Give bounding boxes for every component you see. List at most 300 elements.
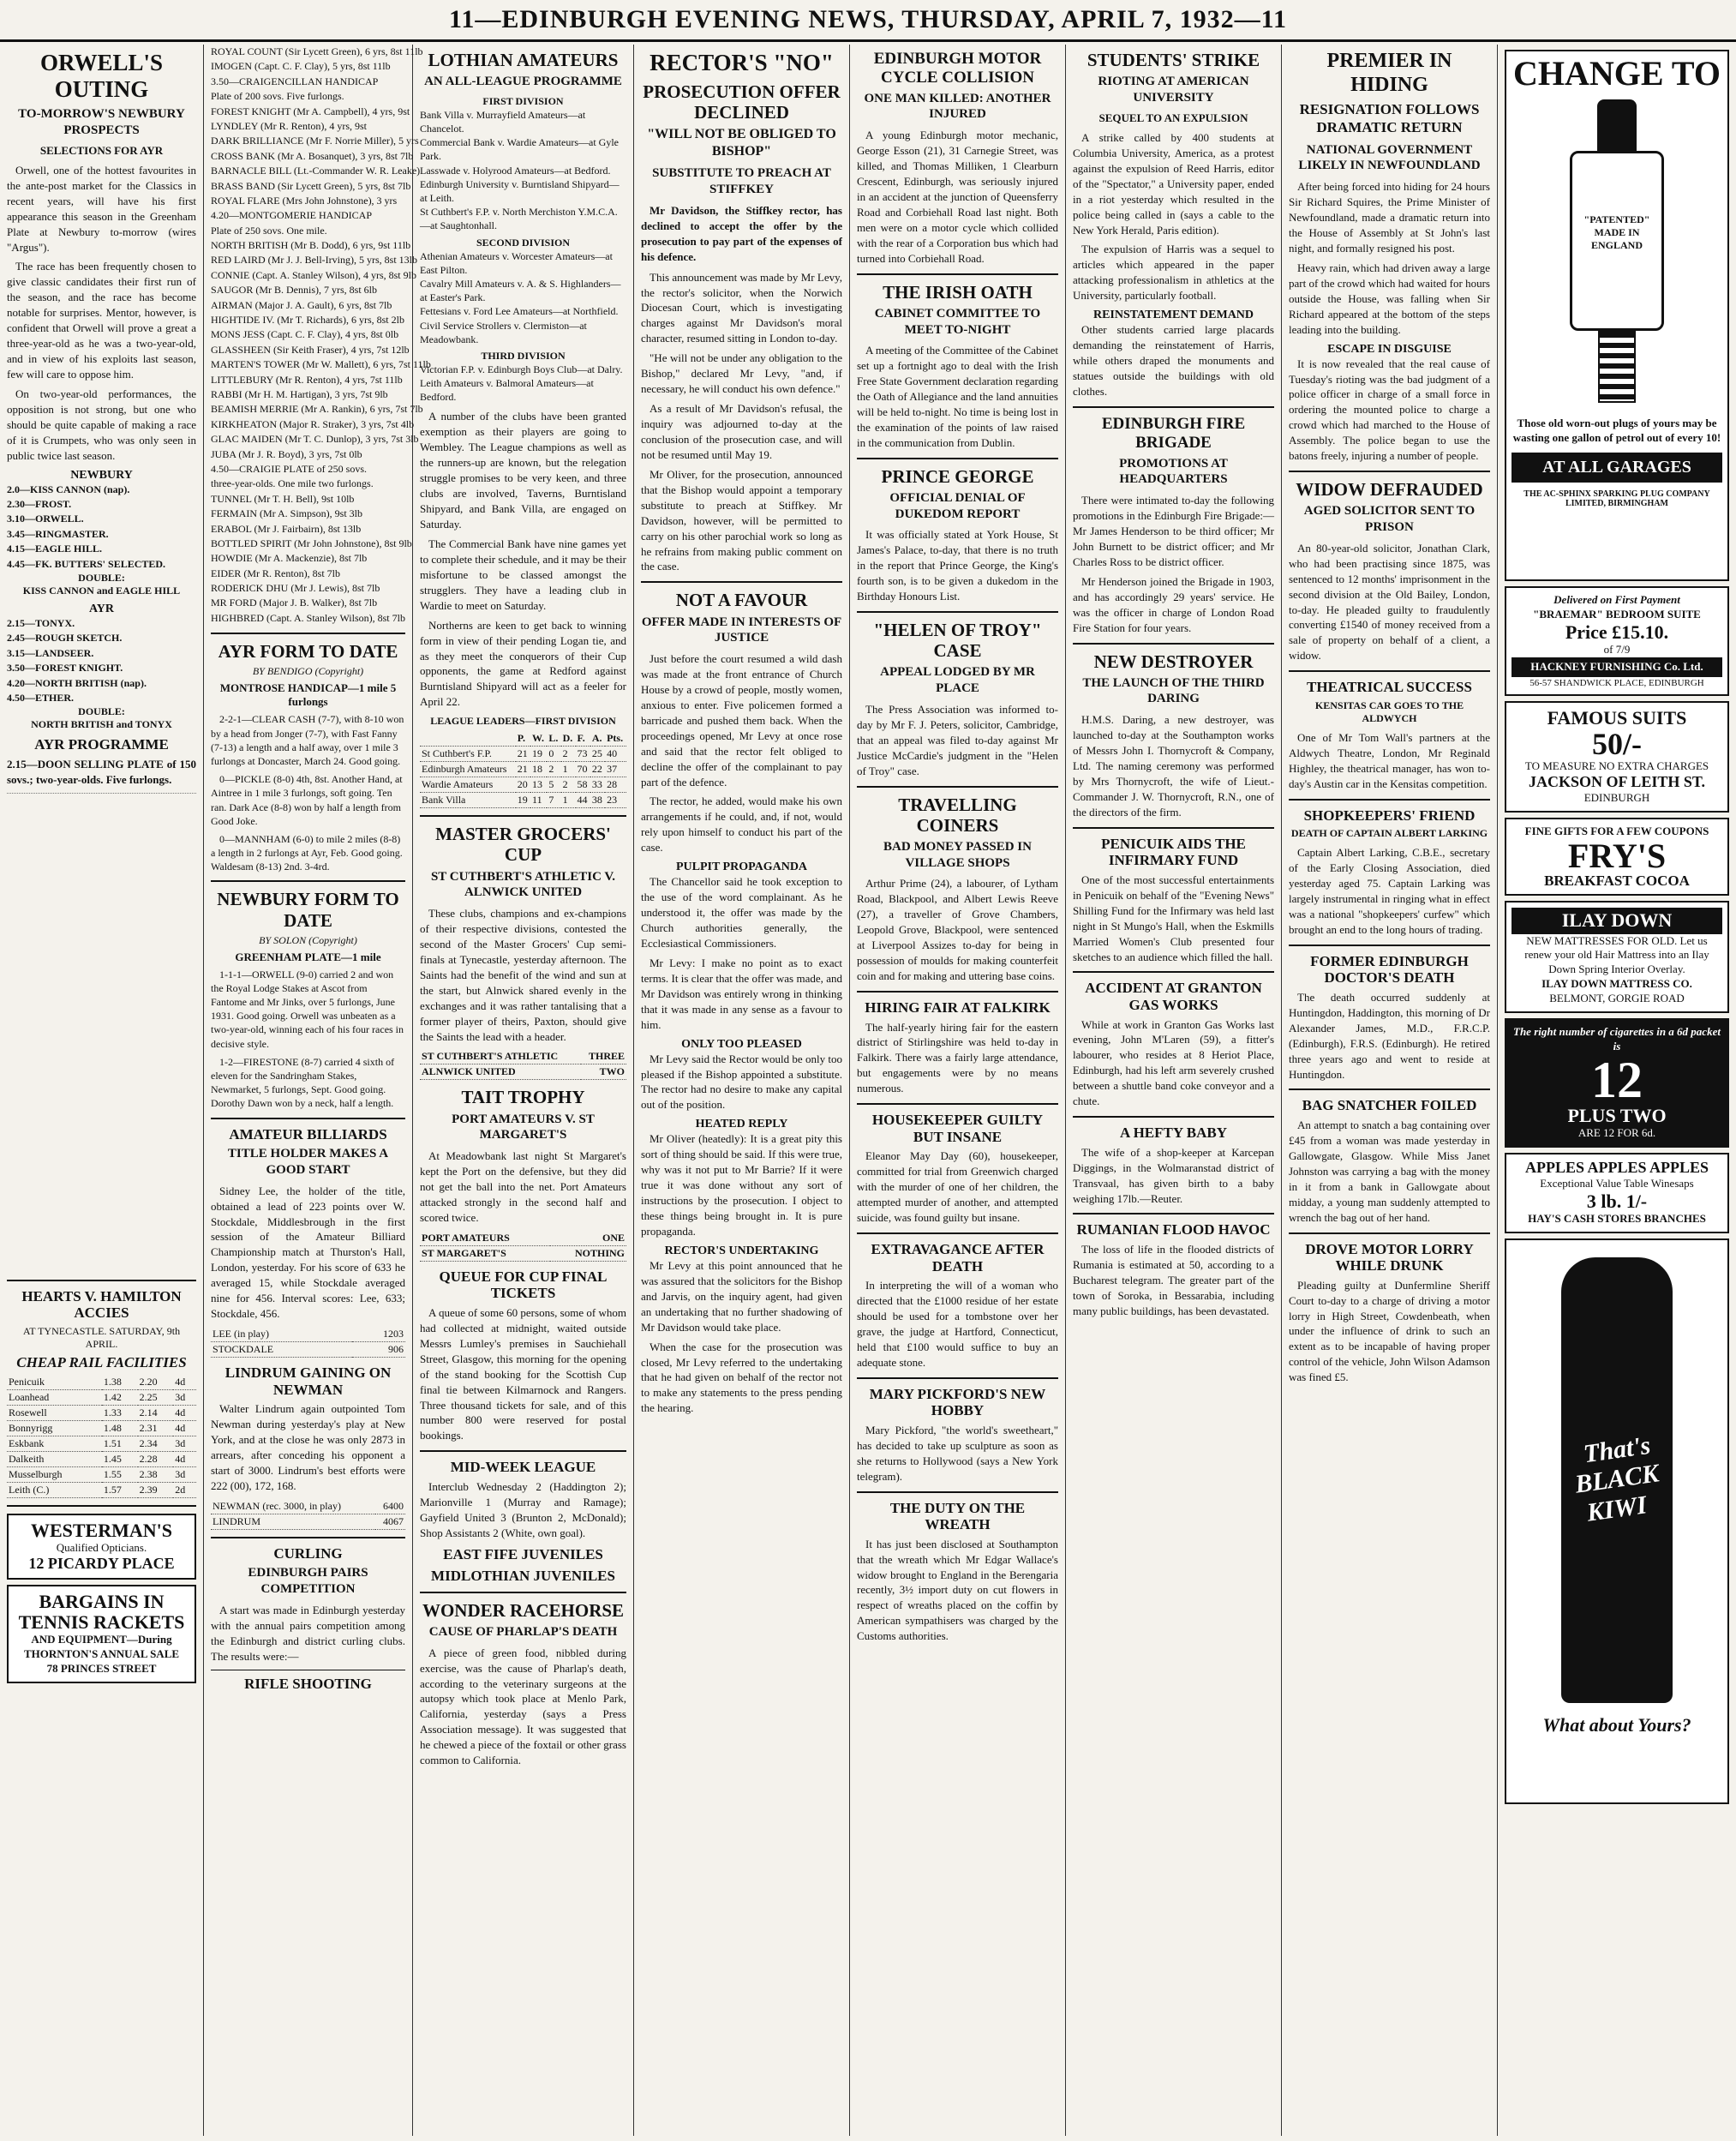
- paragraph: Mary Pickford, "the world's sweetheart," has decided to take up sculpture as soon as she returns to Hollywood (says a New York telegram).: [857, 1423, 1058, 1483]
- midweek-text: [420, 1479, 626, 1541]
- widow-text: [1289, 541, 1490, 664]
- team: ST CUTHBERT'S ATHLETIC: [420, 1049, 581, 1065]
- table-cell: 13: [530, 777, 547, 793]
- paragraph: When the case for the prosecution was closed, Mr Levy referred to the undertaking that he had given on behalf of the rector not to make any statements to the press pending the hearing.: [641, 1340, 842, 1415]
- cigarette-ad: [1505, 1018, 1729, 1148]
- table-cell: Loanhead: [7, 1389, 102, 1405]
- race-card: [211, 45, 431, 626]
- columns: [0, 45, 1736, 2136]
- lindrum-scores: [211, 1499, 405, 1530]
- rail-heading: CHEAP RAIL FACILITIES: [16, 1353, 187, 1370]
- column-header: L.: [547, 731, 560, 747]
- score-row: [211, 1499, 405, 1514]
- paragraph: The death occurred suddenly at Huntingdon, Haddington, this morning of Dr Alexander James, M.D., F.R.C.P. (Edinburgh), F.R.S. (Edinburgh). He retired three years ago and went to reside at Huntingdon.: [1289, 990, 1490, 1081]
- selection: 2.45—ROUGH SKETCH.: [7, 632, 123, 645]
- table-cell: 1.45: [102, 1451, 138, 1466]
- tennis-ad: [7, 1585, 196, 1683]
- table-cell: 7: [547, 793, 560, 808]
- selection: 4.45—FK. BUTTERS' SELECTED.: [7, 557, 166, 570]
- apples-stores: HAY'S CASH STORES BRANCHES: [1528, 1211, 1706, 1225]
- frys-ad: [1505, 818, 1729, 897]
- ayr-heading: AYR: [88, 603, 115, 615]
- table-cell: 1: [561, 762, 576, 777]
- table-cell: Bonnyrigg: [7, 1420, 102, 1436]
- favour-heading: NOT A FAVOUR: [675, 590, 808, 611]
- table-row: [7, 1451, 196, 1466]
- table-cell: 73: [576, 747, 590, 762]
- theatre-deck: KENSITAS CAR GOES TO THE ALDWYCH: [1314, 699, 1464, 724]
- strike-text: [1073, 130, 1274, 303]
- kiwi-bottle-icon: [1561, 1257, 1673, 1703]
- collision-text: [857, 128, 1058, 266]
- selection: 3.15—LANDSEER.: [7, 646, 94, 659]
- westerman-title: WESTERMAN'S: [30, 1519, 173, 1541]
- fixture: Athenian Amateurs v. Worcester Amateurs—at East Pilton.: [420, 249, 613, 276]
- player: NEWMAN (rec. 3000, in play): [211, 1499, 375, 1514]
- race-card-line: GLASSHEEN (Sir Keith Fraser), 4 yrs, 7st 12lb: [211, 343, 410, 356]
- plug-label: "PATENTED" MADE IN ENGLAND: [1570, 151, 1664, 331]
- hackney-title: Delivered on First Payment: [1553, 593, 1680, 606]
- ayr-programme-first: 2.15—DOON SELLING PLATE of 150 sovs.; two-year-olds. Five furlongs.: [7, 757, 196, 786]
- race-card-line: CROSS BANK (Mr A. Bosanquet), 3 yrs, 8st 7lb: [211, 149, 414, 162]
- fixture: Bank Villa v. Murrayfield Amateurs—at Chancelot.: [420, 108, 586, 135]
- rector-article: [641, 270, 842, 575]
- race-card-line: BRASS BAND (Sir Lycett Green), 5 yrs, 8st 7lb: [211, 179, 411, 192]
- score: 4067: [375, 1514, 405, 1529]
- paragraph: Arthur Prime (24), a labourer, of Lytham Road, Blackpool, and Albert Lewis Reeve (27), a traveller of Grove Chambers, Leopold Grove, Blackpool, were sentenced at Liverpool Assizes to-day for being in possession of moulds for making counterfeit coin and for making and uttering base coins.: [857, 877, 1058, 983]
- baby-heading: A HEFTY BABY: [1119, 1124, 1227, 1142]
- curling-heading: CURLING: [273, 1544, 343, 1562]
- table-row: [420, 793, 626, 808]
- table-row: [7, 1405, 196, 1420]
- table-row: [420, 777, 626, 793]
- hackney-company: HACKNEY FURNISHING Co. Ltd.: [1512, 657, 1722, 677]
- column-header: Pts.: [605, 731, 626, 747]
- troy-deck: APPEAL LODGED BY MR PLACE: [880, 665, 1035, 696]
- table-cell: 19: [516, 793, 530, 808]
- team: ST MARGARET'S: [420, 1245, 550, 1261]
- table-cell: 3d: [173, 1466, 196, 1482]
- paragraph: The rector, he added, would make his own arrangements if he could, and, if not, would rely upon himself to conduct his part of the case.: [641, 795, 842, 855]
- race-card-line: RODERICK DHU (Mr J. Lewis), 8st 7lb: [211, 582, 380, 595]
- rail-table: [7, 1375, 196, 1498]
- paragraph: Orwell, one of the hottest favourites in the ante-post market for the Classics in recent years, will have his first appearance this season in the Greenham Plate at Newbury to-morrow (wires "Argus").: [7, 163, 196, 254]
- deck-expulsion: SEQUEL TO AN EXPULSION: [1098, 111, 1248, 124]
- table-cell: 58: [576, 777, 590, 793]
- cup-result: [420, 1049, 626, 1080]
- table-cell: Bank Villa: [420, 793, 516, 808]
- deck-substitute: SUBSTITUTE TO PREACH AT STIFFKEY: [652, 166, 831, 197]
- table-cell: 2: [561, 747, 576, 762]
- deck-selections: SELECTIONS FOR AYR: [39, 143, 164, 157]
- paragraph: A piece of green food, nibbled during exercise, was the cause of Pharlap's death, according to the veterinary surgeons at the autopsy which took place at Menlo Park, California, yesterday (says a Press Association message). It was suggested that he chewed a piece of the foxtail or other grass common to California.: [420, 1646, 626, 1767]
- paragraph: Heavy rain, which had driven away a large part of the crowd which had waited for hours outside the House, was falling when Sir Richard appeared at the bottom of the steps leading into the building.: [1289, 261, 1490, 336]
- table-cell: Wardie Amateurs: [420, 777, 516, 793]
- race-card-line: ROYAL FLARE (Mrs John Johnstone), 3 yrs: [211, 194, 398, 207]
- race-card-line: FOREST KNIGHT (Mr A. Campbell), 4 yrs, 9st: [211, 105, 410, 117]
- hiring-text: [857, 1020, 1058, 1097]
- jackson-name: JACKSON OF LEITH ST.: [1528, 773, 1706, 791]
- selection: 2.15—TONYX.: [7, 617, 75, 629]
- eastfife-heading: EAST FIFE JUVENILES: [443, 1545, 603, 1562]
- newbury-form-race: GREENHAM PLATE—1 mile: [235, 950, 381, 963]
- billiards-scores: [211, 1327, 405, 1358]
- fixture: Civil Service Strollers v. Clermiston—at Meadowbank.: [420, 319, 587, 345]
- column-header: P.: [516, 731, 530, 747]
- troy-heading: "HELEN OF TROY" CASE: [873, 620, 1042, 662]
- wreath-text: [857, 1537, 1058, 1645]
- paragraph: Pleading guilty at Dunfermline Sheriff Court to-day to a charge of driving a motor lorry in High Street, Cowdenbeath, when under the influence of drink to such an extent as to be incapable of having proper control of the vehicle, John Wilson Adamson was fined £5.: [1289, 1278, 1490, 1384]
- ilay-address: BELMONT, GORGIE ROAD: [1549, 992, 1685, 1005]
- cup-deck: ST CUTHBERT'S ATHLETIC V. ALNWICK UNITED: [430, 869, 616, 900]
- race-card-line: TUNNEL (Mr T. H. Bell), 9st 10lb: [211, 492, 355, 505]
- score-row: [211, 1342, 405, 1358]
- table-row: [7, 1420, 196, 1436]
- column-8-ads: [1498, 45, 1736, 2136]
- race-card-line: BOTTLED SPIRIT (Mr John Johnstone), 8st 9lb: [211, 537, 412, 549]
- paragraph: Mr Levy at this point announced that he was assured that the solicitors for the Bishop and Jarvis, on the inquiry agent, had given an undertaking that no further shadowing of Mr Davidson would take place.: [641, 1258, 842, 1334]
- westerman-sub: Qualified Opticians.: [56, 1541, 147, 1555]
- paragraph: Interclub Wednesday 2 (Haddington 2); Marionville 1 (Murray and Ramage); Gayfield United 3 (Brunton 2, McDonald); Shop Assistants 2 (White, own goal).: [420, 1479, 626, 1539]
- score-row: [211, 1327, 405, 1342]
- shopkeepers-heading: SHOPKEEPERS' FRIEND: [1303, 807, 1476, 824]
- paragraph: 1-2—FIRESTONE (8-7) carried 4 sixth of eleven for the Sandringham Stakes, Newmarket, 5 furlongs, Sept. Good going. Dorothy Dawn won by a neck, half a length.: [211, 1055, 395, 1110]
- paragraph: Northerns are keen to get back to winning form in view of their pending Logan tie, and as they meet the conquerors of their Cup opponents, the game at Redford against Burntisland Shipyard will act as a feeler for April 22.: [420, 618, 626, 709]
- paragraph: 0—PICKLE (8-0) 4th, 8st. Another Hand, at Aintree in 1 mile 3 furlongs, soft going. Ten ran. Dark Ace (8-8) won by half a length from Good Joke.: [211, 773, 403, 827]
- newbury-selections: [7, 483, 196, 572]
- paragraph: Eleanor May Day (60), housekeeper, committed for trial from Greenwich charged with the murder of one of her children, the attempted murder of another, and attempted suicide, was found guilty but insane.: [857, 1149, 1058, 1225]
- race-card-line: LITTLEBURY (Mr R. Renton), 4 yrs, 7st 11lb: [211, 373, 403, 386]
- extravagance-text: [857, 1278, 1058, 1370]
- race-card-line: AIRMAN (Major J. A. Gault), 6 yrs, 8st 7lb: [211, 298, 392, 311]
- kiwi-ad: [1505, 1238, 1729, 1804]
- table-cell: 4d: [173, 1375, 196, 1390]
- paragraph: As a result of Mr Davidson's refusal, the inquiry was adjourned to-day at the conclusion of the prosecution case, and will not be resumed until May 19.: [641, 402, 842, 461]
- destroyer-deck: THE LAUNCH OF THE THIRD DARING: [1082, 675, 1265, 706]
- double-selection: KISS CANNON and EAGLE HILL: [22, 585, 181, 597]
- lorry-heading: DROVE MOTOR LORRY WHILE DRUNK: [1305, 1240, 1474, 1274]
- table-row: [7, 1466, 196, 1482]
- ayr-form: [211, 712, 405, 873]
- league-table: [420, 731, 626, 808]
- column-7: [1282, 45, 1498, 2136]
- paragraph: Sidney Lee, the holder of the title, obtained a lead of 223 points over W. Stockdale, Middlesbrough in the first session of the Amateur Billiard Championship match at Thurston's Hall, London, yesterday. For his score of 633 he averaged 15, while Stockdale averaged nine for 456. Interval scores: Lee, 633; Stockdale, 456.: [211, 1184, 405, 1321]
- widow-deck: AGED SOLICITOR SENT TO PRISON: [1303, 504, 1476, 535]
- table-cell: 5: [547, 777, 560, 793]
- deck-lothian: AN ALL-LEAGUE PROGRAMME: [424, 75, 622, 89]
- double-heading: DOUBLE:: [78, 572, 125, 584]
- double-heading: DOUBLE:: [78, 705, 125, 718]
- pulpit-text: [641, 874, 842, 1032]
- table-cell: 2d: [173, 1482, 196, 1497]
- table-cell: Penicuik: [7, 1375, 102, 1390]
- paragraph: These clubs, champions and ex-champions of their respective divisions, contested the second of the Master Grocers' Cup semi-finals at Tynecastle, yesterday afternoon. The Saints had the benefit of the wind and sun at the start, but Alnwick shared evenly in the exchanges and it was rather tantalising that a former player of theirs, Paxton, should give the Saints the lead with a header.: [420, 907, 626, 1043]
- table-row: [420, 747, 626, 762]
- score: 906: [352, 1342, 405, 1358]
- extravagance-heading: EXTRAVAGANCE AFTER DEATH: [871, 1240, 1045, 1274]
- flood-text: [1073, 1242, 1274, 1319]
- race-card-line: 3.50—CRAIGENCILLAN HANDICAP: [211, 75, 379, 87]
- table-cell: 3d: [173, 1389, 196, 1405]
- table-cell: 38: [590, 793, 605, 808]
- selection: 4.20—NORTH BRITISH (nap).: [7, 676, 147, 689]
- division-heading: SECOND DIVISION: [476, 236, 571, 249]
- doctor-text: [1289, 990, 1490, 1082]
- reinstatement-heading: REINSTATEMENT DEMAND: [1092, 309, 1254, 322]
- selection: 2.0—KISS CANNON (nap).: [7, 483, 130, 495]
- baby-text: [1073, 1145, 1274, 1207]
- result-row: [420, 1049, 626, 1065]
- westerman-address: 12 PICARDY PLACE: [28, 1554, 175, 1572]
- tennis-address: 78 PRINCES STREET: [46, 1661, 157, 1675]
- race-card-line: 4.20—MONTGOMERIE HANDICAP: [211, 209, 372, 222]
- rector-lead: [641, 203, 842, 265]
- bag-heading: BAG SNATCHER FOILED: [1302, 1097, 1477, 1114]
- paragraph: This announcement was made by Mr Levy, the rector's solicitor, when the Norwich Diocesan Court, which is investigating charges against Mr Davidson's moral character, resumed sitting in London to-day.: [641, 270, 842, 345]
- fixtures-first: [420, 108, 626, 233]
- table-cell: 1.48: [102, 1420, 138, 1436]
- cup-text: [420, 906, 626, 1044]
- cigarette-number: 12: [1591, 1051, 1643, 1108]
- table-cell: 37: [605, 762, 626, 777]
- ayr-form-byline: BY BENDIGO (Copyright): [252, 665, 364, 678]
- paragraph: It has just been disclosed at Southampton that the wreath which Mr Edgar Wallace's widow brought to England in the Berengaria recently, 3½ import duty on cut flowers in respect of wreaths placed on the coffin by American sympathisers was charged by the Customs authorities.: [857, 1537, 1058, 1643]
- headline-premier: PREMIER IN HIDING: [1326, 50, 1452, 96]
- table-cell: 18: [530, 762, 547, 777]
- fixture: Cavalry Mill Amateurs v. A. & S. Highlanders—at Easter's Park.: [420, 277, 621, 304]
- ilay-text: NEW MATTRESSES FOR OLD. Let us renew your old Hair Mattress into an Ilay Down Spring Interior Overlay.: [1524, 933, 1709, 976]
- race-card-line: 4.50—CRAIGIE PLATE of 250 sovs.: [211, 462, 367, 475]
- hiring-heading: HIRING FAIR AT FALKIRK: [865, 999, 1051, 1016]
- fixture: St Cuthbert's F.P. v. North Merchiston Y.M.C.A.—at Saughtonhall.: [420, 206, 618, 232]
- paragraph: The Press Association was informed to-day by Mr F. J. Peters, solicitor, Cambridge, that an appeal was filed to-day against Mr Justice McCardie's judgment in the "Helen of Troy" case.: [857, 702, 1058, 777]
- widow-heading: WIDOW DEFRAUDED: [1296, 479, 1483, 501]
- score: 1203: [352, 1327, 405, 1342]
- team: ALNWICK UNITED: [420, 1065, 581, 1080]
- hackney-address: 56-57 SHANDWICK PLACE, EDINBURGH: [1529, 677, 1704, 688]
- race-card-line: NORTH BRITISH (Mr B. Dodd), 6 yrs, 9st 11lb: [211, 239, 411, 252]
- paragraph: The Commercial Bank have nine games yet to complete their schedule, and it may be their misfortune to be classed amongst the strugglers. They have a leading club in Wardie to meet on Saturday.: [420, 537, 626, 612]
- hearts-heading: HEARTS V. HAMILTON ACCIES: [21, 1287, 182, 1322]
- ilay-title: ILAY DOWN: [1512, 908, 1722, 933]
- paragraph: One of Mr Tom Wall's partners at the Aldwych Theatre, London, Mr Reginald Highley, the theatrical manager, has won to-day's Austin car in the Kensitas competition.: [1289, 730, 1490, 790]
- table-cell: 3d: [173, 1436, 196, 1451]
- table-cell: 2.39: [138, 1482, 174, 1497]
- granton-text: [1073, 1017, 1274, 1110]
- paragraph: Just before the court resumed a wild dash was made at the front entrance of Church House by a crowd of people, mostly women, anxious to enter. Five policemen formed a barricade and pushed them back. When the proceedings opened, Mr Levy at once rose and said that the rector felt obliged to decline the offer of the complainant to pay part of the defence.: [641, 652, 842, 789]
- fixture: Edinburgh University v. Burntisland Shipyard—at Leith.: [420, 177, 620, 205]
- paragraph: The race has been frequently chosen to give classic candidates their first run of the season, and the race has become notable for surprises. Mentor, however, is confident that Orwell will prove a great a three-year-old as he was a two-year-old, and in view of his exploits last season, few will care to oppose him.: [7, 260, 196, 381]
- race-card-line: BEAMISH MERRIE (Mr A. Rankin), 6 yrs, 7st 7lb: [211, 403, 423, 416]
- cup-heading: MASTER GROCERS' CUP: [435, 824, 611, 866]
- table-cell: 28: [605, 777, 626, 793]
- fixture: Victorian F.P. v. Edinburgh Boys Club—at Dalry.: [420, 363, 623, 375]
- paragraph: While at work in Granton Gas Works last evening, John M'Laren (59), a fitter's labourer, who resides at 8 Heriot Place, Edinburgh, had his left arm severely crushed between a shuttle band coke conveyor and a chute.: [1073, 1017, 1274, 1108]
- brigade-deck: PROMOTIONS AT HEADQUARTERS: [1119, 456, 1228, 487]
- paragraph: It is now revealed that the real cause of Tuesday's rioting was the bad judgment of a police officer in charge of a small force in ordering the mounted police to charge a crowd which had marched to the House of Assembly. The police began to use the batons freely, injuring a number of people.: [1289, 357, 1490, 463]
- table-cell: 1: [561, 793, 576, 808]
- column-header: F.: [576, 731, 590, 747]
- paragraph: A start was made in Edinburgh yesterday with the annual pairs competition among the Edinburgh and district curling clubs. The results were:—: [211, 1603, 405, 1663]
- table-cell: 1.57: [102, 1482, 138, 1497]
- player: LEE (in play): [211, 1327, 352, 1342]
- deck-national-government: NATIONAL GOVERNMENT LIKELY IN NEWFOUNDLAND: [1298, 142, 1481, 173]
- division-heading: THIRD DIVISION: [481, 349, 566, 362]
- deck-newbury-prospects: TO-MORROW'S NEWBURY PROSPECTS: [18, 107, 185, 137]
- paragraph: An 80-year-old solicitor, Jonathan Clark, who had been practising since 1875, was sentenced to 12 months' imprisonment in the second division at the Old Bailey, London, to-day. He pleaded guilty to fraudulently converting £1540 of money received from a sale of property on behalf of a client, a widow.: [1289, 541, 1490, 663]
- paragraph: Mr Levy said the Rector would be only too pleased if the Bishop appointed a substitute. The rector had no desire to make any capital out of the position.: [641, 1052, 842, 1112]
- table-cell: 19: [530, 747, 547, 762]
- housekeeper-heading: HOUSEKEEPER GUILTY BUT INSANE: [871, 1112, 1044, 1145]
- race-card-line: CONNIE (Capt. A. Stanley Wilson), 4 yrs, 8st 9lb: [211, 268, 416, 281]
- table-row: [7, 1482, 196, 1497]
- kiwi-line2: BLACK: [1572, 1459, 1661, 1500]
- paragraph: 2-2-1—CLEAR CASH (7-7), with 8-10 won by a head from Jonger (7-7), with Fast Fanny (7-13) a length and a half away, over 1 mile 3 furlongs at Doncaster, March 24. Good going.: [211, 713, 404, 767]
- table-cell: 1.33: [102, 1405, 138, 1420]
- curling-text: [211, 1603, 405, 1664]
- column-header: [420, 731, 516, 747]
- george-heading: PRINCE GEORGE: [881, 465, 1034, 487]
- division-heading: FIRST DIVISION: [482, 94, 564, 107]
- cigarette-plus: PLUS TWO: [1567, 1104, 1667, 1126]
- table-cell: 20: [516, 777, 530, 793]
- george-text: [857, 527, 1058, 604]
- paragraph: Mr Oliver, for the prosecution, announced that the Bishop would appoint a temporary substitute to preach at Stiffkey. Mr Davidson, however, will be permitted to carry on his other parochial work so long as he refrains from making public comment on the case.: [641, 467, 842, 573]
- george-deck: OFFICIAL DENIAL OF DUKEDOM REPORT: [889, 490, 1026, 521]
- race-card-line: GLAC MAIDEN (Mr T. C. Dunlop), 3 yrs, 7st 3lb: [211, 433, 419, 446]
- table-cell: 2: [561, 777, 576, 793]
- column-3: [413, 45, 634, 2136]
- shopkeepers-text: [1289, 845, 1490, 938]
- paragraph: A queue of some 60 persons, some of whom had collected at midnight, waited outside Messrs Lumley's premises in Sauchiehall Street, Glasgow, this morning for the opening of the stand booking for the Scottish Cup final tie between Kilmarnock and Rangers. Three thousand tickets for sale, and of this number 800 were reserved for postal bookings.: [420, 1305, 626, 1442]
- deck-prosecution: PROSECUTION OFFER DECLINED: [643, 81, 841, 123]
- cigarette-foot: ARE 12 FOR 6d.: [1577, 1126, 1656, 1139]
- hackney-terms: of 7/9: [1603, 642, 1631, 656]
- paragraph: One of the most successful entertainments in Penicuik on behalf of the "Evening News" Shilling Fund for the Infirmary was held last night in St Mungo's Hall, when the Eskmills Married Women's Club presented four sketches to an audience which filled the hall.: [1073, 873, 1274, 963]
- paragraph: The Chancellor said he took exception to the use of the word complainant. As he understood it, the offer was made by the Church authorities generally, the Ecclesiastical Commissioners.: [641, 875, 842, 950]
- jackson-ad: [1505, 701, 1729, 813]
- destroyer-heading: NEW DESTROYER: [1093, 651, 1254, 672]
- lorry-text: [1289, 1278, 1490, 1386]
- paragraph: After being forced into hiding for 24 hours Sir Richard Squires, the Prime Minister of Newfoundland, made a dramatic return into the House of Assembly at St John's last night, and formally resigned his post.: [1289, 180, 1490, 255]
- race-card-line: MONS JESS (Capt. C. F. Clay), 4 yrs, 8st 0lb: [211, 328, 399, 341]
- paragraph: Captain Albert Larking, C.B.E., secretary of the Early Closing Association, died yesterday aged 75. Captain Larking was largely instrumental in ringing what in effect was a national "shopkeepers' curfew" which brought an end to the long hours of trading.: [1289, 846, 1490, 936]
- table-cell: Leith (C.): [7, 1482, 102, 1497]
- paragraph: The expulsion of Harris was a sequel to articles which appeared in the paper attacking professionalism in athletics at the University, particularly football.: [1073, 243, 1274, 303]
- column-header: A.: [590, 731, 605, 747]
- table-cell: 1.38: [102, 1375, 138, 1390]
- oath-deck: CABINET COMMITTEE TO MEET TO-NIGHT: [874, 306, 1041, 337]
- table-cell: 2.38: [138, 1466, 174, 1482]
- apples-price: 3 lb. 1/-: [1586, 1190, 1648, 1212]
- flood-heading: RUMANIAN FLOOD HAVOC: [1076, 1221, 1271, 1238]
- fixture: Fettesians v. Ford Lee Amateurs—at Northfield.: [420, 305, 619, 318]
- ac-plug-ad: [1505, 50, 1729, 581]
- paragraph: Mr Oliver (heatedly): It is a great pity this sort of thing should be said. If this were true, why was it not put to Mr Barrie? If it were true it was done without any sort of instructions by the prosecution. I object to these things being brought in. It is pure propaganda.: [641, 1132, 842, 1238]
- frys-sub: BREAKFAST COCOA: [1544, 872, 1690, 889]
- brigade-text: [1073, 493, 1274, 635]
- bag-text: [1289, 1118, 1490, 1226]
- tait-heading: TAIT TROPHY: [461, 1087, 585, 1108]
- race-card-line: DARK BRILLIANCE (Mr F. Norrie Miller), 5 yrs: [211, 135, 419, 147]
- column-4: [634, 45, 850, 2136]
- paragraph: At Meadowbank last night St Margaret's kept the Port on the defensive, but they did not get the ball into the net. Port Amateurs attacked strongly in the second half and scored twice.: [420, 1149, 626, 1224]
- race-card-line: three-year-olds. One mile two furlongs.: [211, 477, 374, 490]
- ayr-form-race: MONTROSE HANDICAP—1 mile 5 furlongs: [219, 681, 397, 709]
- kiwi-line3: KIWI: [1584, 1490, 1649, 1527]
- tennis-title: BARGAINS IN TENNIS RACKETS: [18, 1590, 185, 1633]
- table-cell: 44: [576, 793, 590, 808]
- billiards-heading: AMATEUR BILLIARDS: [229, 1125, 387, 1142]
- race-card-line: MARTEN'S TOWER (Mr W. Mallett), 6 yrs, 7st 11lb: [211, 358, 431, 371]
- headline-orwell: ORWELL'S OUTING: [39, 50, 164, 103]
- table-cell: 2: [547, 762, 560, 777]
- table-row: [7, 1389, 196, 1405]
- score-row: [211, 1514, 405, 1529]
- undertaking-heading: RECTOR'S UNDERTAKING: [664, 1244, 819, 1257]
- wreath-heading: THE DUTY ON THE WREATH: [889, 1499, 1026, 1533]
- table-row: [7, 1375, 196, 1390]
- table-cell: 21: [516, 762, 530, 777]
- favour-text: [641, 651, 842, 855]
- pickford-text: [857, 1423, 1058, 1484]
- race-card-line: HIGHBRED (Capt. A. Stanley Wilson), 8st 7lb: [211, 611, 405, 624]
- coiners-heading: TRAVELLING COINERS: [898, 794, 1017, 836]
- pleased-heading: ONLY TOO PLEASED: [681, 1037, 802, 1051]
- result-row: [420, 1245, 626, 1261]
- table-cell: 2.31: [138, 1420, 174, 1436]
- undertaking-text: [641, 1258, 842, 1416]
- penicuik-heading: PENICUIK AIDS THE INFIRMARY FUND: [1101, 835, 1246, 869]
- column-1: [0, 45, 204, 2136]
- frys-top: FINE GIFTS FOR A FEW COUPONS: [1524, 824, 1709, 837]
- table-row: [7, 1436, 196, 1451]
- table-cell: 2.34: [138, 1436, 174, 1451]
- goals: ONE: [550, 1231, 626, 1246]
- fixtures-third: [420, 363, 626, 405]
- race-card-line: SAUGOR (Mr B. Dennis), 7 yrs, 8st 6lb: [211, 284, 378, 297]
- pleased-text: [641, 1052, 842, 1113]
- billiards-text: [211, 1184, 405, 1322]
- heated-text: [641, 1131, 842, 1239]
- table-cell: 2.28: [138, 1451, 174, 1466]
- race-card-line: RED LAIRD (Mr J. J. Bell-Irving), 5 yrs, 8st 13lb: [211, 254, 417, 267]
- paragraph: On two-year-old performances, the opposition is not strong, but one who should be quite capable of making a race of it is Crumpets, who was only seen in public twice last season.: [7, 387, 196, 462]
- spark-plug-icon: [1570, 99, 1664, 408]
- paragraph: 1-1-1—ORWELL (9-0) carried 2 and won the Royal Lodge Stakes at Ascot from Fantome and Mr Jinks, over 5 furlongs, June 1931. Good going. Orwell was unbeaten as a two-year-old, winning each of his four races in decisive style.: [211, 968, 404, 1050]
- pickford-heading: MARY PICKFORD'S NEW HOBBY: [869, 1385, 1046, 1419]
- headline-collision: EDINBURGH MOTOR CYCLE COLLISION: [873, 50, 1042, 87]
- oath-heading: THE IRISH OATH: [883, 281, 1033, 303]
- ilay-company: ILAY DOWN MATTRESS CO.: [1541, 977, 1692, 991]
- frys-title: FRY'S: [1567, 836, 1667, 875]
- favour-deck: OFFER MADE IN INTERESTS OF JUSTICE: [641, 615, 842, 645]
- race-card-line: IMOGEN (Capt. C. F. Clay), 5 yrs, 8st 11lb: [211, 60, 391, 73]
- paragraph: Mr Levy: I make no point as to exact terms. It is clear that the offer was made, and Mr Davidson was entirely wrong in thinking that it was made in any sense as a favour to him.: [641, 956, 842, 1031]
- curling-deck: EDINBURGH PAIRS COMPETITION: [248, 1566, 368, 1597]
- table-cell: 2.14: [138, 1405, 174, 1420]
- fixture: Leith Amateurs v. Balmoral Amateurs—at Bedford.: [420, 377, 594, 404]
- rifle-heading: RIFLE SHOOTING: [244, 1675, 372, 1692]
- column-header: W.: [530, 731, 547, 747]
- table-cell: Eskbank: [7, 1436, 102, 1451]
- jackson-title: FAMOUS SUITS: [1547, 707, 1687, 729]
- table-cell: 1.51: [102, 1436, 138, 1451]
- ac-garages: AT ALL GARAGES: [1512, 453, 1722, 483]
- racehorse-heading: WONDER RACEHORSE: [422, 1599, 625, 1621]
- lindrum-heading: LINDRUM GAINING ON NEWMAN: [224, 1364, 392, 1398]
- premier-text: [1289, 179, 1490, 337]
